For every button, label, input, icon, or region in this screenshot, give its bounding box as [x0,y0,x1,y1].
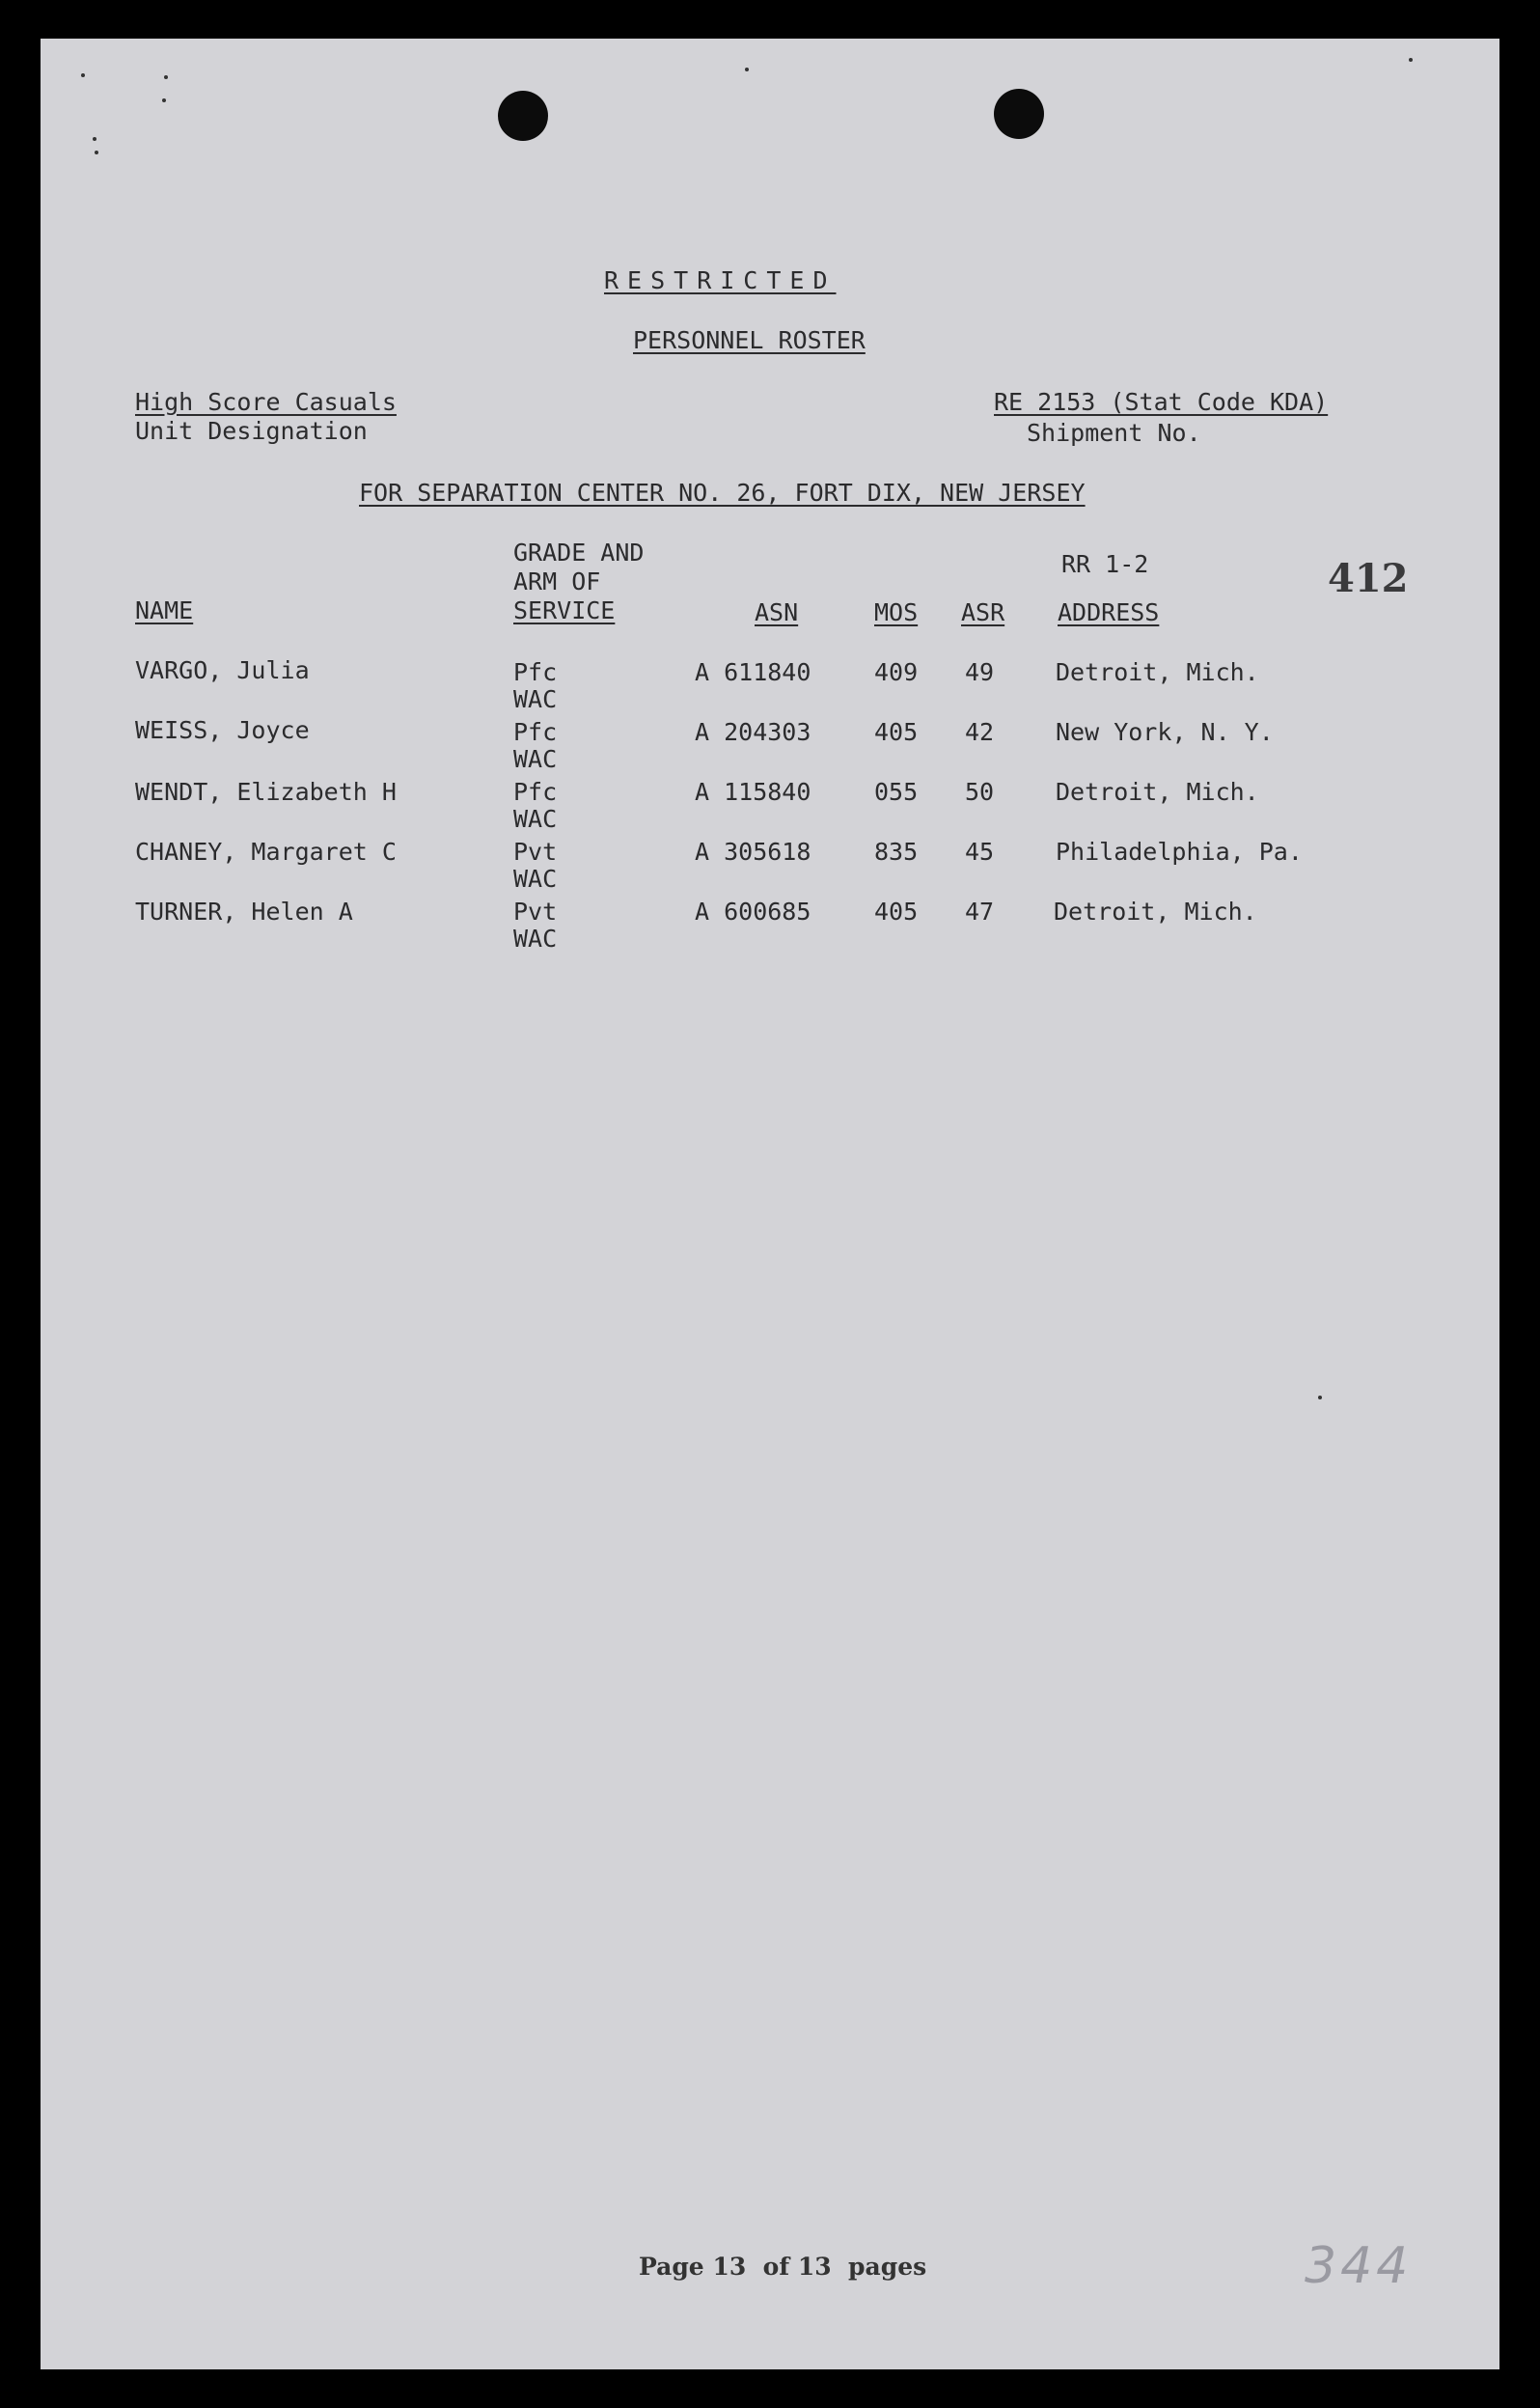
row-mos: 409 [874,658,919,686]
speck [81,73,85,77]
of-label: of [762,2253,790,2281]
speck [1318,1396,1322,1399]
unit-designation-value: High Score Casuals [135,388,397,416]
column-header-grade-line1: GRADE AND [513,539,645,567]
speck [164,75,168,79]
shipment-number-value: RE 2153 (Stat Code KDA) [994,388,1329,416]
row-address: New York, N. Y. [1056,718,1274,746]
unit-designation-label: Unit Designation [135,417,368,445]
row-arm: WAC [513,805,558,833]
row-asn: A 611840 [695,658,811,686]
page-number: 13 [712,2253,747,2281]
row-mos: 405 [874,898,919,926]
roster-title: PERSONNEL ROSTER [633,326,866,354]
handwritten-number: 344 [1305,2237,1413,2295]
row-arm: WAC [513,925,558,953]
row-name: CHANEY, Margaret C [135,838,397,866]
pages-label: pages [848,2253,927,2281]
row-arm: WAC [513,865,558,893]
shipment-number-label: Shipment No. [1027,419,1201,447]
punch-hole-left [498,91,548,141]
row-mos: 405 [874,718,919,746]
column-header-name: NAME [135,596,194,624]
row-address: Philadelphia, Pa. [1056,838,1303,866]
destination-line: FOR SEPARATION CENTER NO. 26, FORT DIX, NEW JERSEY [359,479,1086,507]
stamp-number: 412 [1328,556,1409,601]
column-header-grade-line2: ARM OF [513,567,601,595]
row-grade: Pvt [513,898,558,926]
row-name: TURNER, Helen A [135,898,353,926]
column-header-asn: ASN [755,598,799,626]
column-header-address-line1: RR 1-2 [1061,550,1149,578]
total-pages: 13 [797,2253,832,2281]
row-name: WEISS, Joyce [135,716,310,744]
row-grade: Pfc [513,718,558,746]
classification-heading: RESTRICTED [604,266,837,294]
row-grade: Pfc [513,778,558,806]
row-mos: 055 [874,778,919,806]
column-header-grade-line3: SERVICE [513,596,616,624]
row-grade: Pvt [513,838,558,866]
row-asn: A 305618 [695,838,811,866]
row-asn: A 115840 [695,778,811,806]
punch-hole-right [994,89,1044,139]
row-name: WENDT, Elizabeth H [135,778,397,806]
column-header-asr: ASR [961,598,1005,626]
row-asr: 49 [965,658,995,686]
page-label: Page [639,2253,704,2281]
roster-sheet [41,39,1499,2369]
row-asn: A 600685 [695,898,811,926]
row-address: Detroit, Mich. [1056,778,1259,806]
row-asr: 45 [965,838,995,866]
speck [745,68,749,71]
row-arm: WAC [513,685,558,713]
row-address: Detroit, Mich. [1056,658,1259,686]
row-name: VARGO, Julia [135,656,310,684]
row-asr: 42 [965,718,995,746]
column-header-mos: MOS [874,598,919,626]
row-asr: 47 [965,898,995,926]
row-grade: Pfc [513,658,558,686]
speck [95,151,98,154]
row-address: Detroit, Mich. [1054,898,1257,926]
row-asn: A 204303 [695,718,811,746]
speck [1409,58,1413,62]
row-arm: WAC [513,745,558,773]
speck [93,137,96,141]
column-header-address-line2: ADDRESS [1058,598,1160,626]
row-asr: 50 [965,778,995,806]
page-footer [639,2253,926,2282]
row-mos: 835 [874,838,919,866]
speck [162,98,166,102]
